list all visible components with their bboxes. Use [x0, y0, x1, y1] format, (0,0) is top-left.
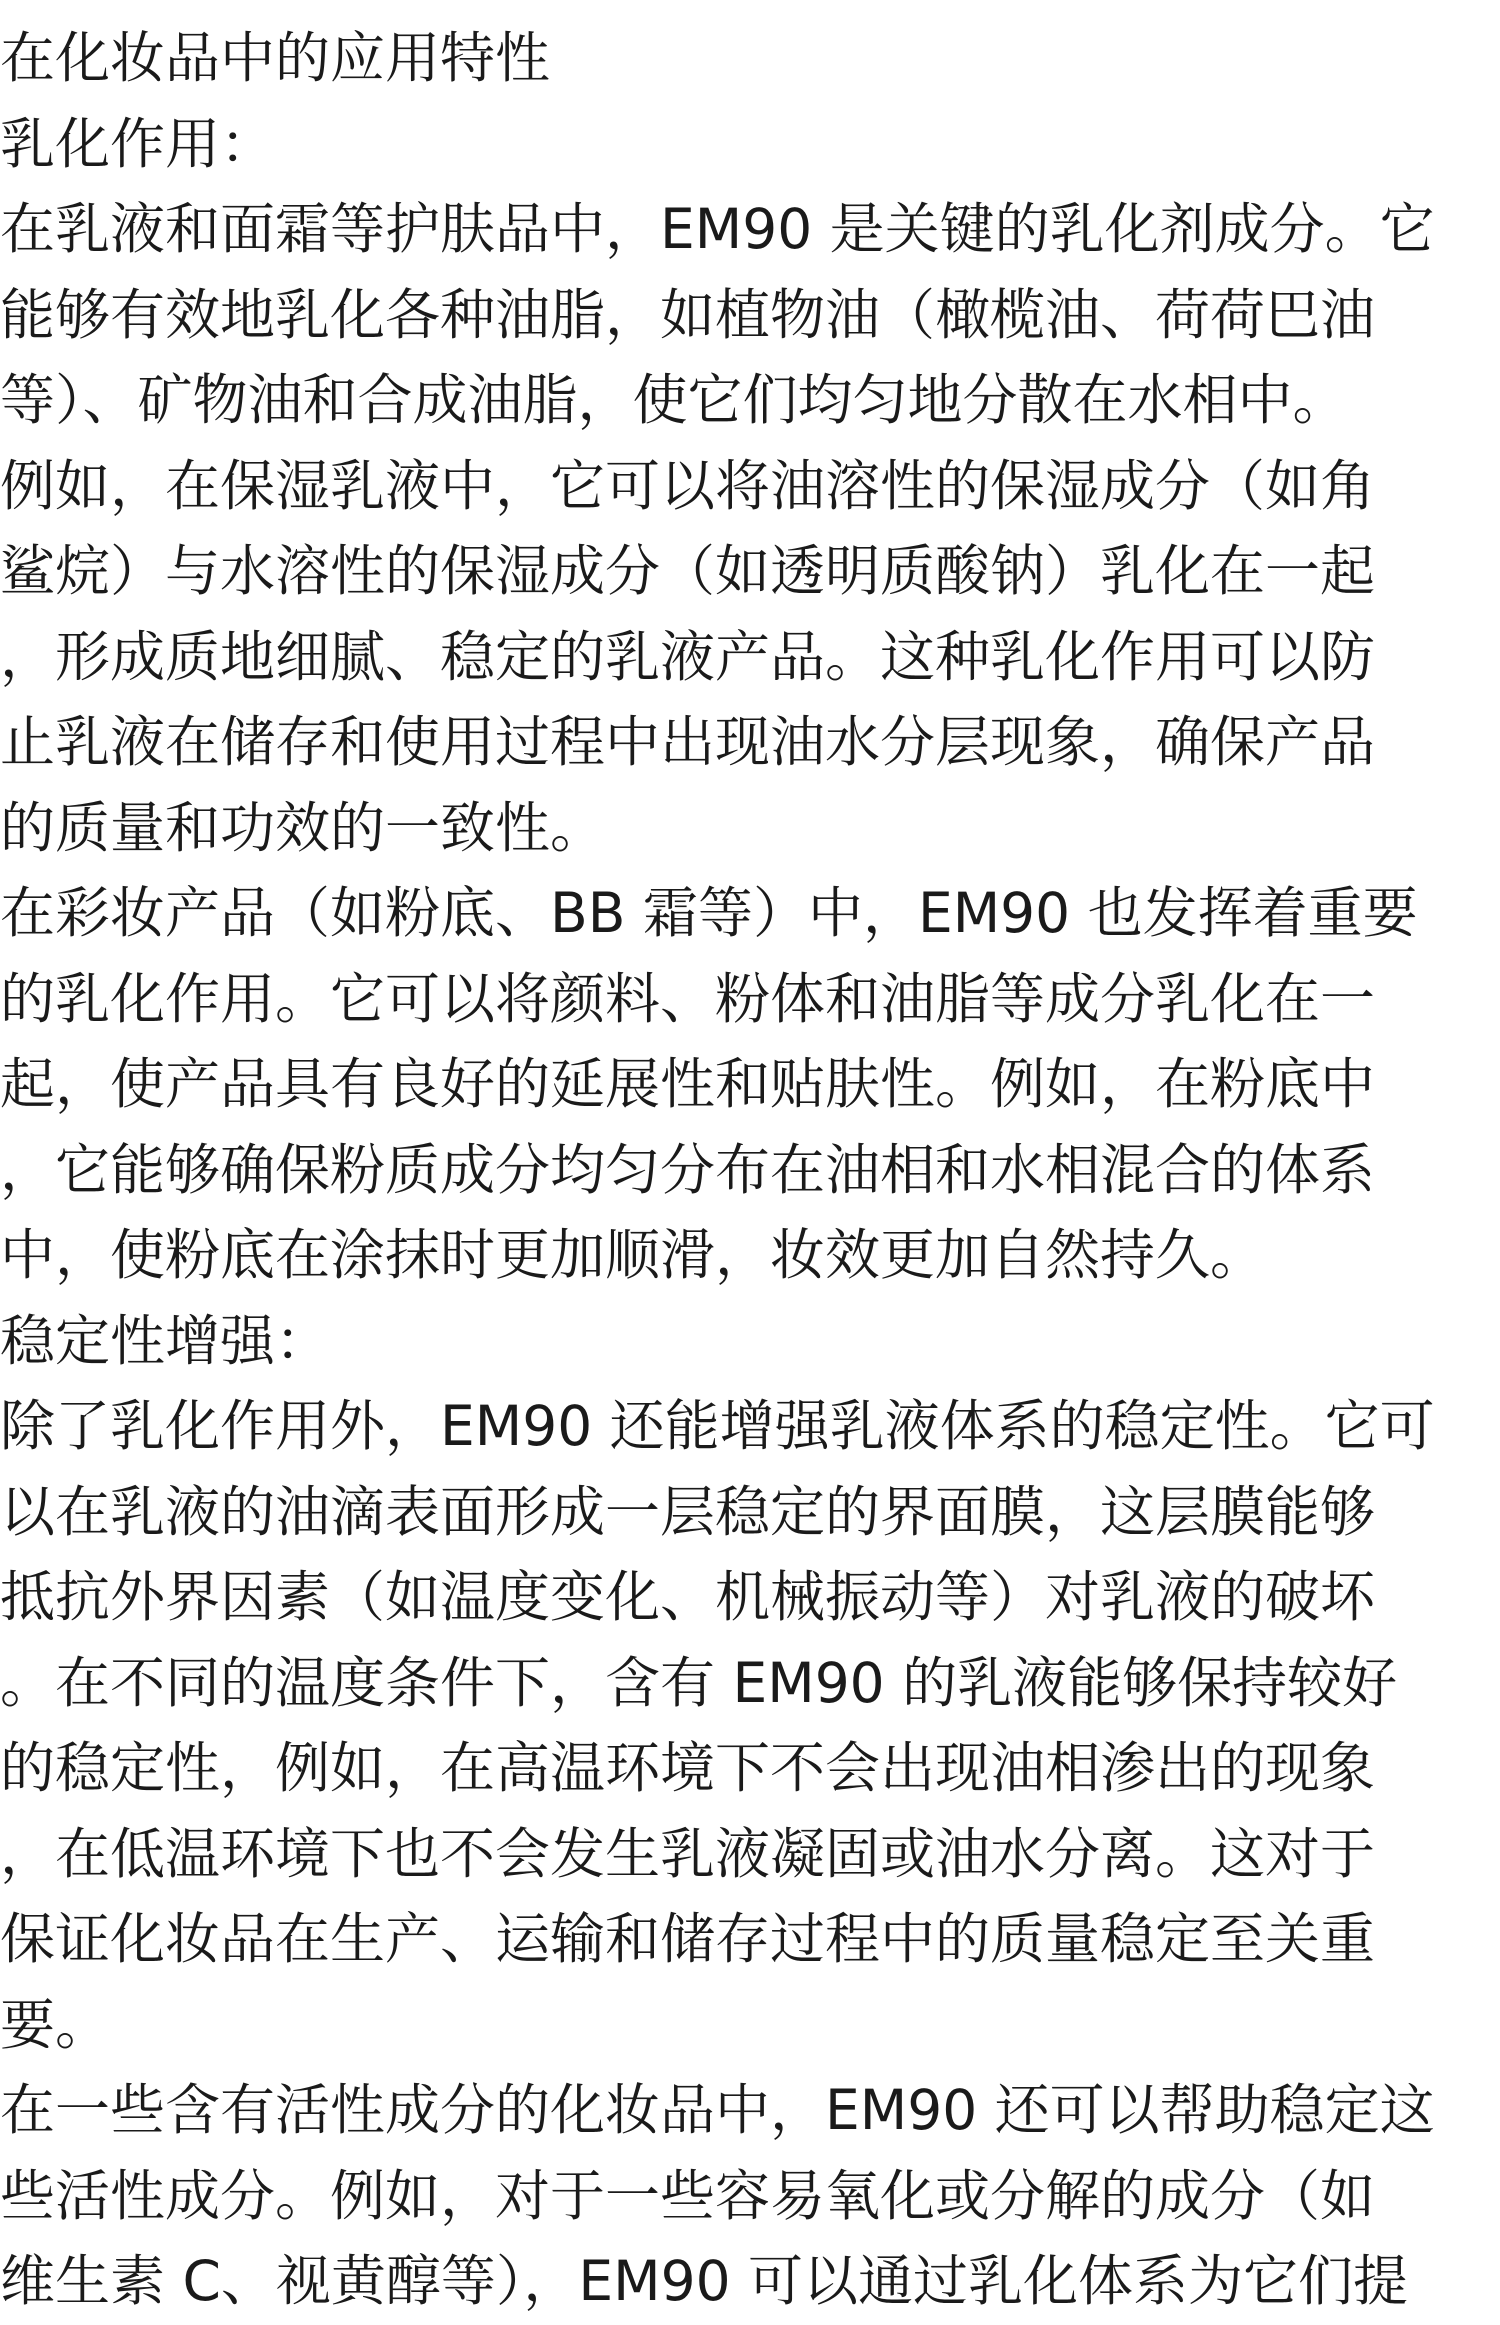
paragraph-line: 鲨烷）与水溶性的保湿成分（如透明质酸钠）乳化在一起: [0, 539, 1376, 603]
paragraph-line: 的质量和功效的一致性。: [0, 795, 606, 860]
paragraph-line: 在一些含有活性成分的化妆品中，EM90 还可以帮助稳定这: [0, 2078, 1435, 2142]
section-heading: 在化妆品中的应用特性: [0, 26, 551, 90]
paragraph-line: 保证化妆品在生产、运输和储存过程中的质量稳定至关重: [0, 1907, 1376, 1971]
paragraph-line: 止乳液在储存和使用过程中出现油水分层现象，确保产品: [0, 710, 1376, 774]
paragraph-line: 在乳液和面霜等护肤品中，EM90 是关键的乳化剂成分。它: [0, 197, 1435, 261]
paragraph-line: 抵抗外界因素（如温度变化、机械振动等）对乳液的破坏: [0, 1565, 1376, 1629]
paragraph-line: ，它能够确保粉质成分均匀分布在油相和水相混合的体系: [0, 1137, 1376, 1202]
paragraph-line: 起，使产品具有良好的延展性和贴肤性。例如，在粉底中: [0, 1052, 1376, 1116]
paragraph-line: ，形成质地细腻、稳定的乳液产品。这种乳化作用可以防: [0, 624, 1376, 689]
paragraph-line: ，在低温环境下也不会发生乳液凝固或油水分离。这对于: [0, 1821, 1376, 1886]
paragraph-line: 维生素 C、视黄醇等），EM90 可以通过乳化体系为它们提: [0, 2249, 1409, 2313]
paragraph-line: 。在不同的温度条件下，含有 EM90 的乳液能够保持较好: [0, 1650, 1398, 1715]
paragraph-line: 例如，在保湿乳液中，它可以将油溶性的保湿成分（如角: [0, 453, 1376, 518]
paragraph-line: 要。: [0, 1992, 111, 2057]
document-body: [0, 16, 1500, 2325]
paragraph-line: 在彩妆产品（如粉底、BB 霜等）中，EM90 也发挥着重要: [0, 881, 1418, 945]
paragraph-line: 中，使粉底在涂抹时更加顺滑，妆效更加自然持久。: [0, 1223, 1266, 1287]
paragraph-line: 的乳化作用。它可以将颜料、粉体和油脂等成分乳化在一: [0, 966, 1376, 1031]
paragraph-line: 等）、矿物油和合成油脂，使它们均匀地分散在水相中。: [0, 368, 1348, 432]
subheading-stability: 稳定性增强：: [0, 1308, 331, 1373]
paragraph-line: 能够有效地乳化各种油脂，如植物油（橄榄油、荷荷巴油: [0, 282, 1376, 347]
paragraph-line: 以在乳液的油滴表面形成一层稳定的界面膜，这层膜能够: [0, 1479, 1376, 1544]
paragraph-line: 些活性成分。例如，对于一些容易氧化或分解的成分（如: [0, 2163, 1376, 2228]
paragraph-line: 除了乳化作用外，EM90 还能增强乳液体系的稳定性。它可: [0, 1394, 1435, 1458]
subheading-emulsification: 乳化作用：: [0, 111, 276, 176]
paragraph-line: 的稳定性，例如，在高温环境下不会出现油相渗出的现象: [0, 1736, 1376, 1800]
